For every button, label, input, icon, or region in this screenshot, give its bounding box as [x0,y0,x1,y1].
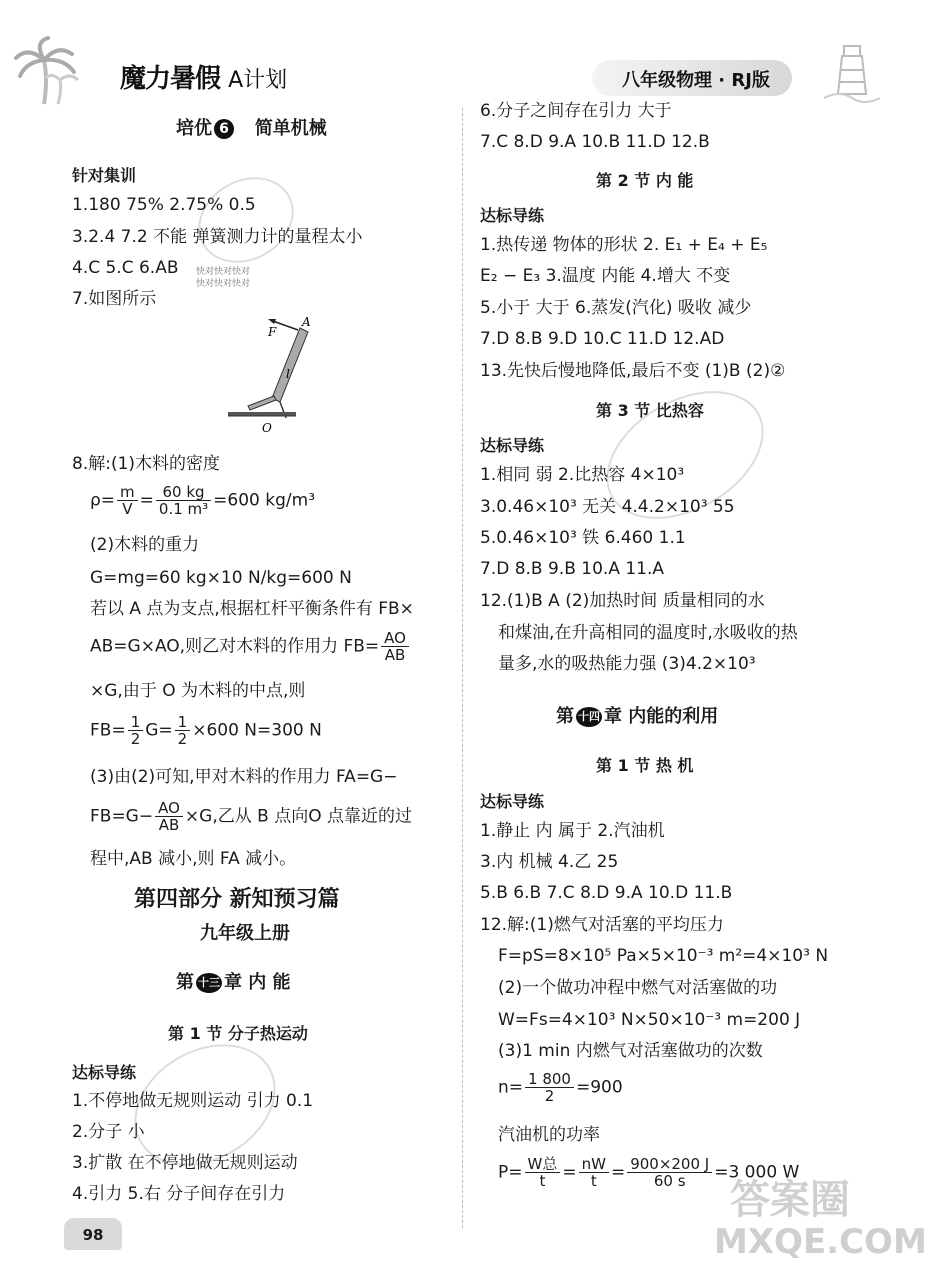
formula-fb-half: FB= $\frac{1}{2}$ G= $\frac{1}{2}$ ×600 N=300 N [90,713,322,748]
answer-line: 12.(1)B A (2)加热时间 质量相同的水 [480,591,765,611]
answer-line: 7.D 8.B 9.D 10.C 11.D 12.AD [480,329,725,349]
answer-line: 3.0.46×10³ 无关 4.4.2×10³ 55 [480,497,735,517]
label-O: O [262,421,272,435]
palm-tree-icon [14,36,84,106]
stamp-watermark [183,160,310,279]
label-A: A [302,315,311,329]
answer-line: 13.先快后慢地降低,最后不变 (1)B (2)② [480,361,786,381]
section-heading: 第 2 节 内 能 [596,171,694,190]
answer-line: E₂ − E₃ 3.温度 内能 4.增大 不变 [480,266,731,286]
lighthouse-icon [820,40,884,102]
answer-line: 5.B 6.B 7.C 8.D 9.A 10.D 11.B [480,883,733,903]
section-heading: 第 1 节 热 机 [596,756,694,775]
answer-line: 1.热传递 物体的形状 2. E₁ + E₄ + E₅ [480,235,768,255]
page-number: 98 [64,1218,122,1250]
formula-density: ρ= $\frac{m}{V}$ = $\frac{60 kg}{\text{0.1 m³}}$ =600 kg/m³ [90,483,316,518]
section-heading: 第 3 节 比热容 [596,401,704,420]
answer-line: G=mg=60 kg×10 N/kg=600 N [90,568,352,588]
section-heading: 第 1 节 分子热运动 [168,1024,308,1043]
part-title: 第四部分 新知预习篇 [134,887,340,912]
answer-line: 和煤油,在升高相同的温度时,水吸收的热 [498,623,798,643]
formula-power: P= $\frac{\text{W总}}{t}$ = $\frac{nW}{t}$ = $\frac{900\times 200 J}{60 s}$ =3 000 W [498,1155,800,1190]
answer-line: 5.小于 大于 6.蒸发(汽化) 吸收 减少 [480,298,752,318]
grade-label: 八年级物理 · RJ版 [622,70,770,91]
answer-line: W=Fs=4×10³ N×50×10⁻³ m=200 J [498,1010,801,1030]
practice-heading: 达标导练 [72,1063,137,1082]
answer-line: 1.180 75% 2.75% 0.5 [72,195,256,215]
page-header [0,0,900,110]
practice-heading: 达标导练 [480,792,545,811]
answer-line: 1.不停地做无规则运动 引力 0.1 [72,1091,314,1111]
lever-diagram [220,314,330,438]
answer-line: 汽油机的功率 [498,1125,600,1145]
answer-line: 8.解:(1)木料的密度 [72,454,221,474]
answer-line: 7.如图所示 [72,289,157,309]
answer-line: 7.C 8.D 9.A 10.B 11.D 12.B [480,132,710,152]
section-title: 培优 6 简单机械 [176,118,327,139]
chapter-title: 第 十四 章 内能的利用 [556,706,719,727]
answer-line: 4.C 5.C 6.AB [72,258,179,278]
answer-line: 3.2.4 7.2 不能 弹簧测力计的量程太小 [72,227,363,247]
answer-line: 5.0.46×10³ 铁 6.460 1.1 [480,528,686,548]
brand-title: 魔力暑假 A计划 [120,64,288,94]
answer-line: 1.静止 内 属于 2.汽油机 [480,821,665,841]
answer-line: 2.分子 小 [72,1122,145,1142]
answer-line: 量多,水的吸热能力强 (3)4.2×10³ [498,654,756,674]
answer-line: 若以 A 点为支点,根据杠杆平衡条件有 FB× [90,599,414,619]
answer-line: 6.分子之间存在引力 大于 [480,101,672,121]
answer-line: 12.解:(1)燃气对活塞的平均压力 [480,915,724,935]
formula-fb: AB=G×AO,则乙对木料的作用力 FB= $\frac{AO}{AB}$ [90,630,411,670]
answer-line: 3.内 机械 4.乙 25 [480,852,619,872]
answer-line: 4.引力 5.右 分子间存在引力 [72,1184,286,1204]
answer-line: (2)木料的重力 [90,535,200,555]
label-l: l [286,367,290,381]
book-title: 九年级上册 [200,923,290,944]
practice-heading: 达标导练 [480,206,545,225]
answer-line: ×G,由于 O 为木料的中点,则 [90,681,306,701]
stamp-watermark-2 [584,365,786,545]
formula-fb2: FB=G− $\frac{AO}{AB}$ ×G,乙从 B 点向O 点靠近的过 [90,799,412,834]
formula-n: n= $\frac{1 800}{2}$ =900 [498,1070,623,1105]
answer-line: 7.D 8.B 9.B 10.A 11.A [480,559,665,579]
watermark-logo: 答案圈 [730,1177,850,1223]
answer-line: 程中,AB 减小,则 FA 减小。 [90,849,297,869]
answer-line: (2)一个做功冲程中燃气对活塞做的功 [498,978,778,998]
stamp-text: 快对快对快对 快对快对快对 [196,267,251,289]
answer-line: F=pS=8×10⁵ Pa×5×10⁻³ m²=4×10³ N [498,946,829,966]
train-title: 针对集训 [72,166,137,185]
answer-line: (3)1 min 内燃气对活塞做功的次数 [498,1041,763,1061]
answer-line: 3.扩散 在不停地做无规则运动 [72,1153,298,1173]
practice-heading: 达标导练 [480,436,545,455]
watermark-url: MXQE.COM [714,1222,927,1262]
answer-line: 1.相同 弱 2.比热容 4×10³ [480,465,685,485]
answer-line: (3)由(2)可知,甲对木料的作用力 FA=G− [90,767,398,787]
column-divider [462,108,463,1228]
label-F: F [268,325,277,339]
chapter-title: 第 十三 章 内 能 [176,972,291,993]
